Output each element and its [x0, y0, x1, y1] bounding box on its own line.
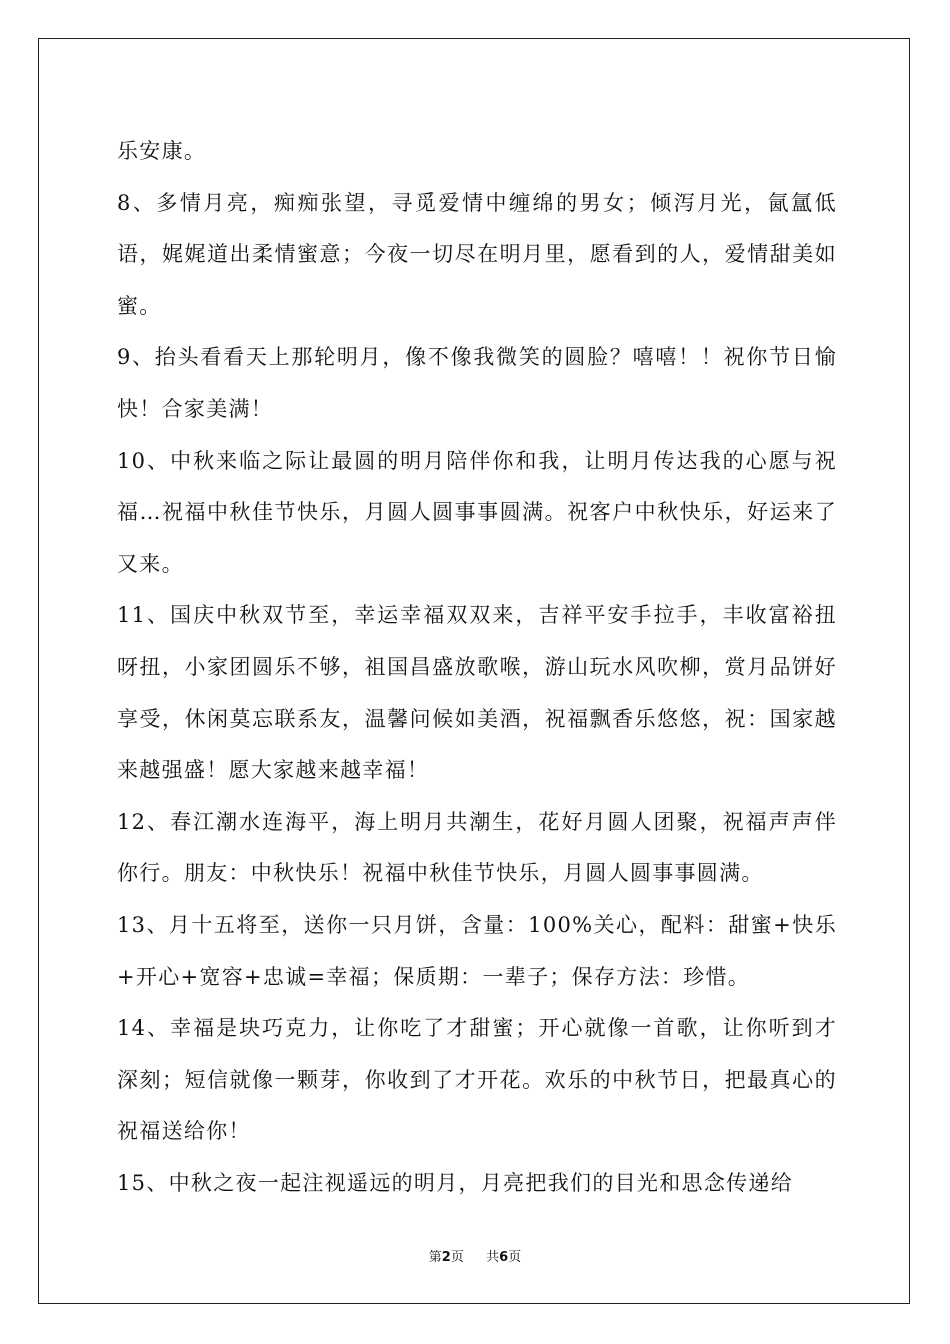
page-number-label: 第2页: [428, 1250, 464, 1265]
total-pages-label: 共6页: [486, 1250, 522, 1265]
paragraph: 乐安康。: [117, 139, 207, 163]
document-body: [117, 126, 837, 1209]
current-page-number: 2: [441, 1250, 451, 1265]
paragraph: 10、中秋来临之际让最圆的明月陪伴你和我，让明月传达我的心愿与祝福…祝福中秋佳节快乐，月圆人圆事事圆满。祝客户中秋快乐，好运来了又来。: [117, 448, 837, 576]
paragraph: 11、国庆中秋双节至，幸运幸福双双来，吉祥平安手拉手，丰收富裕扭呀扭，小家团圆乐不够，祖国昌盛放歌喉，游山玩水风吹柳，赏月品饼好享受，休闲莫忘联系友，温馨问候如美酒，祝福飘香乐悠悠，祝：国家越来越强盛！愿大家越来越幸福！: [117, 603, 837, 783]
paragraph: 15、中秋之夜一起注视遥远的明月，月亮把我们的目光和思念传递给: [117, 1170, 794, 1195]
paragraph: 13、月十五将至，送你一只月饼，含量：100%关心，配料：甜蜜+快乐+开心+宽容+忠诚=幸福；保质期：一辈子；保存方法：珍惜。: [117, 912, 837, 989]
total-page-count: 6: [499, 1250, 509, 1265]
paragraph: 12、春江潮水连海平，海上明月共潮生，花好月圆人团聚，祝福声声伴你行。朋友：中秋快乐！祝福中秋佳节快乐，月圆人圆事事圆满。: [117, 809, 837, 886]
paragraph: 8、多情月亮，痴痴张望，寻觅爱情中缠绵的男女；倾泻月光，氤氲低语，娓娓道出柔情蜜意；今夜一切尽在明月里，愿看到的人，爱情甜美如蜜。: [117, 190, 837, 318]
paragraph: 9、抬头看看天上那轮明月，像不像我微笑的圆脸？嘻嘻！！祝你节日愉快！合家美满！: [117, 345, 837, 421]
page-footer: [0, 1246, 950, 1265]
paragraph: 14、幸福是块巧克力，让你吃了才甜蜜；开心就像一首歌，让你听到才深刻；短信就像一颗芽，你收到了才开花。欢乐的中秋节日，把最真心的祝福送给你！: [117, 1016, 837, 1144]
